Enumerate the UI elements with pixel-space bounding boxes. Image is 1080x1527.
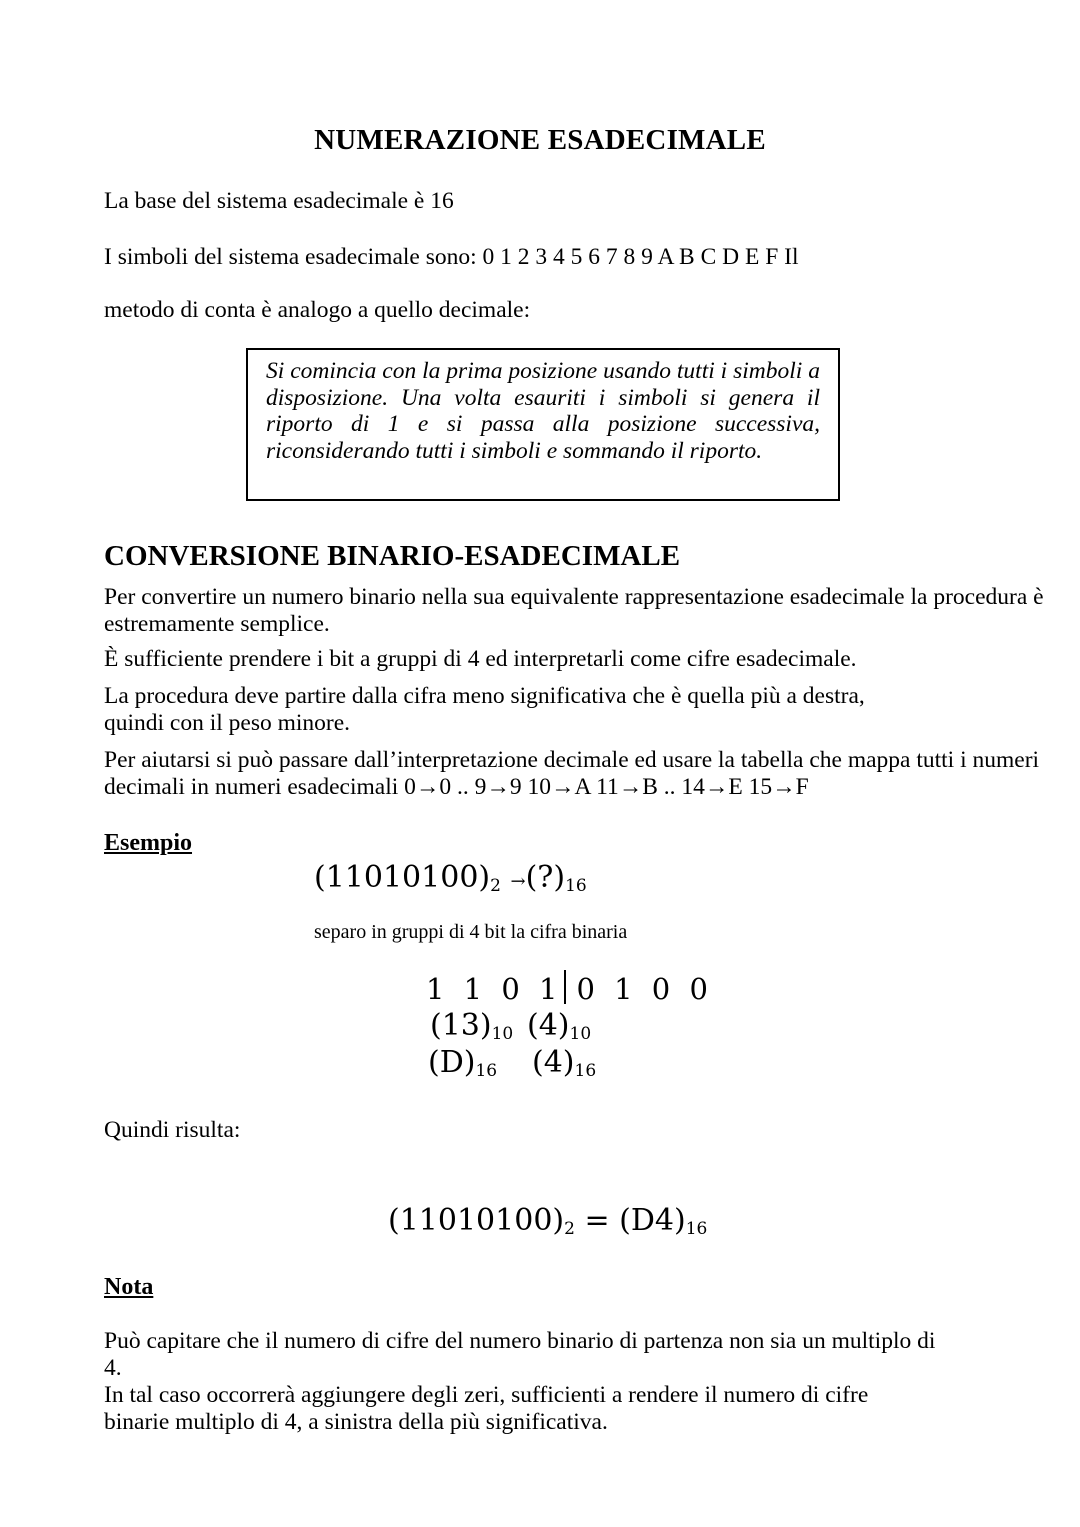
- page-title: NUMERAZIONE ESADECIMALE: [314, 124, 766, 156]
- example-problem: [314, 860, 587, 896]
- bit-groups: [426, 970, 713, 1006]
- decimal-left-base: 10: [491, 1024, 514, 1044]
- decimal-right-value: (4): [527, 1008, 570, 1043]
- hex-left-value: (D): [428, 1045, 476, 1080]
- result-label: Quindi risulta:: [104, 1117, 241, 1143]
- instruction-line: separo in gruppi di 4 bit la cifra binaria: [314, 921, 628, 943]
- problem-number: (11010100): [314, 860, 491, 895]
- symbols-line: I simboli del sistema esadecimale sono: 0 1 2 3 4 5 6 7 8 9 A B C D E F Il: [104, 244, 799, 270]
- note-paragraph-2: In tal caso occorrerà aggiungere degli zeri, sufficienti a rendere il numero di cifre binarie multiplo di 4, a sinistra della più significativa.: [104, 1382, 869, 1435]
- result-lhs-base: 2: [564, 1219, 575, 1239]
- section-heading: CONVERSIONE BINARIO-ESADECIMALE: [104, 540, 681, 572]
- note-label: Nota: [104, 1274, 154, 1300]
- left-bits: 1 1 0 1: [426, 972, 563, 1006]
- hex-left-base: 16: [475, 1061, 498, 1081]
- decimal-right-base: 10: [569, 1024, 592, 1044]
- problem-unknown: (?): [525, 860, 566, 895]
- example-label: Esempio: [104, 830, 193, 856]
- decimal-left-value: (13): [430, 1008, 492, 1043]
- problem-base-to: 16: [565, 876, 587, 896]
- method-line: metodo di conta è analogo a quello decimale:: [104, 297, 531, 323]
- hex-right-base: 16: [574, 1061, 597, 1081]
- decimal-right: [527, 1008, 591, 1044]
- result-equation: [388, 1203, 707, 1239]
- hex-right: [532, 1045, 596, 1081]
- decimal-left: [430, 1008, 513, 1044]
- result-lhs: (11010100): [388, 1203, 565, 1238]
- result-rhs: (D4): [619, 1203, 686, 1238]
- base-line: La base del sistema esadecimale è 16: [104, 188, 454, 214]
- rule-box: [246, 348, 840, 501]
- problem-base-from: 2: [490, 876, 501, 896]
- result-equals: =: [584, 1203, 610, 1238]
- right-bits: 0 1 0 0: [576, 972, 713, 1006]
- hex-right-value: (4): [532, 1045, 575, 1080]
- rule-text: Si comincia con la prima posizione usando tutti i simboli a disposizione. Una volta esauriti i simboli si genera il riporto di 1 e si passa alla posizione successiva, riconsiderando tutti i simboli e sommando il riporto.: [266, 358, 820, 464]
- hex-left: [428, 1045, 497, 1081]
- problem-arrow: →: [510, 871, 526, 892]
- note-paragraph-1: Può capitare che il numero di cifre del numero binario di partenza non sia un multiplo di 4.: [104, 1328, 936, 1381]
- paragraph-table: Per aiutarsi si può passare dall’interpretazione decimale ed usare la tabella che mappa tutti i numeri decimali in numeri esadecimali 0→0 .. 9→9 10→A 11→B .. 14→E 15→F: [104, 747, 1040, 800]
- paragraph-intro: Per convertire un numero binario nella sua equivalente rappresentazione esadecimale la procedura è estremamente semplice.: [104, 584, 1044, 637]
- result-rhs-base: 16: [685, 1219, 708, 1239]
- group-separator: [564, 970, 566, 1004]
- paragraph-groups: È sufficiente prendere i bit a gruppi di 4 ed interpretarli come cifre esadecimale.: [104, 646, 857, 672]
- paragraph-procedure: La procedura deve partire dalla cifra meno significativa che è quella più a destra, quindi con il peso minore.: [104, 683, 865, 736]
